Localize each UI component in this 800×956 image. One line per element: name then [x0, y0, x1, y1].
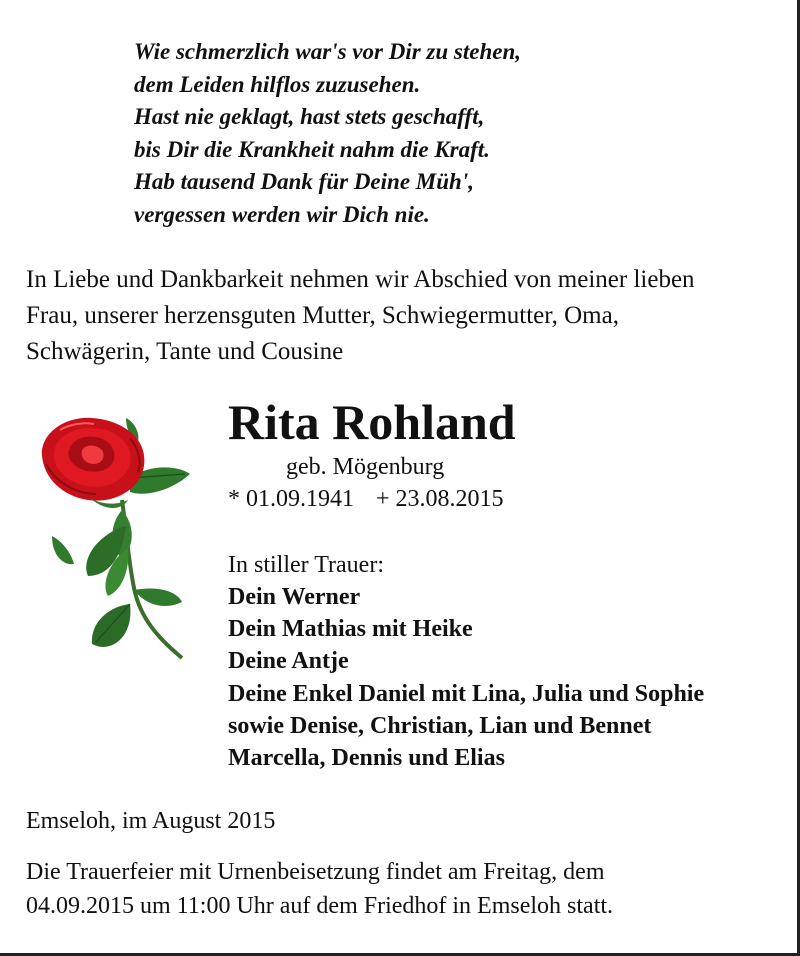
service-info — [26, 855, 796, 923]
place-date: Emseloh, im August 2015 — [26, 808, 276, 834]
death-date: + 23.08.2015 — [376, 486, 504, 512]
mourner-line: Dein Werner — [228, 584, 361, 610]
mourner-line: Dein Mathias mit Heike — [228, 616, 473, 643]
deceased-name: Rita Rohland — [228, 394, 516, 450]
life-dates — [228, 484, 504, 514]
birth-name: geb. Mögenburg — [286, 454, 445, 480]
memorial-poem — [134, 36, 521, 231]
poem-line: dem Leiden hilflos zuzusehen. — [134, 71, 421, 97]
mourner-line: sowie Denise, Christian, Lian und Bennet — [228, 712, 652, 739]
birth-date: * 01.09.1941 — [228, 486, 354, 512]
poem-line: vergessen werden wir Dich nie. — [134, 201, 430, 227]
mourners-list — [228, 581, 704, 774]
intro-line: Schwägerin, Tante und Cousine — [26, 338, 344, 365]
red-rose-icon — [30, 408, 200, 678]
mourner-line: Marcella, Dennis und Elias — [228, 745, 505, 772]
service-line: 04.09.2015 um 11:00 Uhr auf dem Friedhof in Emseloh statt. — [26, 893, 614, 919]
poem-line: bis Dir die Krankheit nahm die Kraft. — [134, 136, 490, 162]
mourner-line: Deine Enkel Daniel mit Lina, Julia und Sophie — [228, 680, 705, 707]
poem-line: Wie schmerzlich war's vor Dir zu stehen, — [134, 39, 522, 64]
mourning-label: In stiller Trauer: — [228, 552, 384, 578]
service-line: Die Trauerfeier mit Urnenbeisetzung findet am Freitag, dem — [26, 859, 605, 885]
intro-line: In Liebe und Dankbarkeit nehmen wir Abschied von meiner lieben — [26, 266, 695, 293]
mourner-line: Deine Antje — [228, 648, 349, 675]
intro-line: Frau, unserer herzensguten Mutter, Schwiegermutter, Oma, — [26, 302, 619, 329]
farewell-intro — [26, 262, 796, 370]
poem-line: Hab tausend Dank für Deine Müh', — [134, 169, 474, 194]
poem-line: Hast nie geklagt, hast stets geschafft, — [134, 104, 485, 129]
